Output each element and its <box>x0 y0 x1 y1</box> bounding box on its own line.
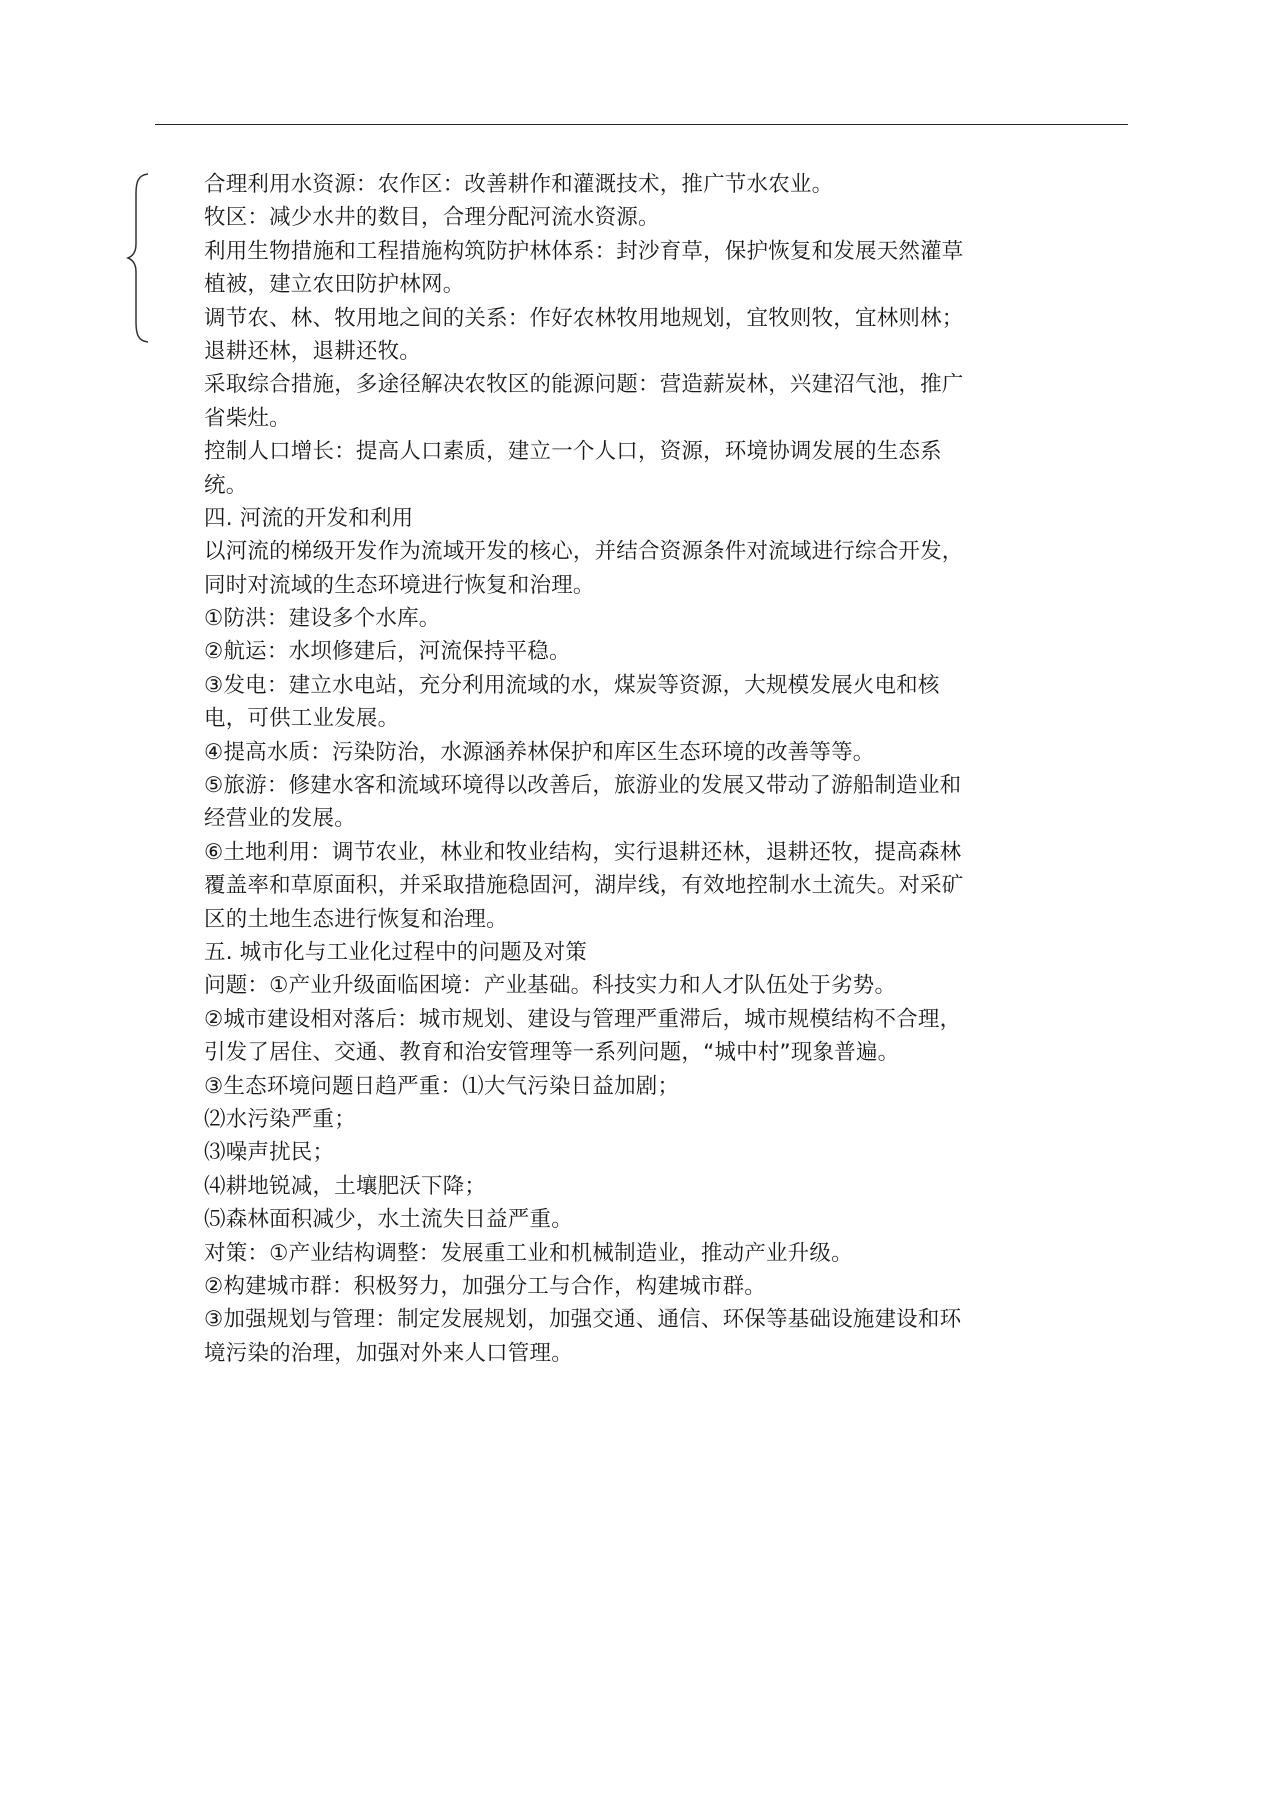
text-line: 境污染的治理，加强对外来人口管理。 <box>204 1340 573 1366</box>
text-line: 植被，建立农田防护林网。 <box>204 272 465 298</box>
text-line: ⑥土地利用：调节农业，林业和牧业结构，实行退耕还林，退耕还牧，提高森林 <box>204 839 962 865</box>
text-line: ②构建城市群：积极努力，加强分工与合作，构建城市群。 <box>204 1273 766 1299</box>
text-line: ③发电：建立水电站，充分利用流域的水，煤炭等资源，大规模发展火电和核 <box>204 672 940 698</box>
text-line: 四. 河流的开发和利用 <box>204 505 414 531</box>
text-line: 牧区：减少水井的数目，合理分配河流水资源。 <box>204 205 660 231</box>
text-line: 调节农、林、牧用地之间的关系：作好农林牧用地规划，宜牧则牧，宜林则林； <box>204 305 964 331</box>
text-line: 利用生物措施和工程措施构筑防护林体系：封沙育草，保护恢复和发展天然灌草 <box>204 238 964 264</box>
text-line: ③生态环境问题日趋严重：⑴大气污染日益加剧； <box>204 1073 680 1099</box>
text-line: ③加强规划与管理：制定发展规划，加强交通、通信、环保等基础设施建设和环 <box>204 1307 962 1333</box>
text-line: ④提高水质：污染防治，水源涵养林保护和库区生态环境的改善等等。 <box>204 739 875 765</box>
text-line: 经营业的发展。 <box>204 806 356 832</box>
text-line: 电，可供工业发展。 <box>204 706 400 732</box>
text-line: 对策：①产业结构调整：发展重工业和机械制造业，推动产业升级。 <box>204 1240 853 1266</box>
text-line: 退耕还林，退耕还牧。 <box>204 338 422 364</box>
text-line: 省柴灶。 <box>204 405 291 431</box>
text-line: ⑤旅游：修建水客和流域环境得以改善后，旅游业的发展又带动了游船制造业和 <box>204 773 962 799</box>
text-line: 同时对流域的生态环境进行恢复和治理。 <box>204 572 595 598</box>
text-line: ②城市建设相对落后：城市规划、建设与管理严重滞后，城市规模结构不合理， <box>204 1006 962 1032</box>
text-line: 合理利用水资源：农作区：改善耕作和灌溉技术，推广节水农业。 <box>204 172 834 197</box>
text-line: ②航运：水坝修建后，河流保持平稳。 <box>204 639 571 665</box>
text-line: 区的土地生态进行恢复和治理。 <box>204 906 508 932</box>
text-line: ⑶噪声扰民； <box>204 1140 335 1166</box>
text-line: 五. 城市化与工业化过程中的问题及对策 <box>204 939 587 965</box>
text-line: ⑵水污染严重； <box>204 1106 356 1132</box>
text-line: 以河流的梯级开发作为流域开发的核心，并结合资源条件对流域进行综合开发， <box>204 539 964 565</box>
text-line: 统。 <box>204 472 248 498</box>
text-line: 覆盖率和草原面积，并采取措施稳固河，湖岸线，有效地控制水土流失。对采矿 <box>204 873 964 899</box>
text-line: 采取综合措施，多途径解决农牧区的能源问题：营造薪炭林，兴建沼气池，推广 <box>204 372 964 398</box>
header-rule <box>155 124 1128 125</box>
document-body <box>204 168 1084 1370</box>
curly-brace <box>126 172 150 344</box>
text-line: 问题：①产业升级面临困境：产业基础。科技实力和人才队伍处于劣势。 <box>204 973 897 999</box>
text-line: 引发了居住、交通、教育和治安管理等一系列问题，“城中村”现象普遍。 <box>204 1040 900 1066</box>
text-line: ⑸森林面积减少，水土流失日益严重。 <box>204 1207 573 1233</box>
text-line: ①防洪：建设多个水库。 <box>204 606 441 632</box>
text-line: 控制人口增长：提高人口素质，建立一个人口，资源，环境协调发展的生态系 <box>204 439 942 465</box>
text-line: ⑷耕地锐减，土壤肥沃下降； <box>204 1173 487 1199</box>
